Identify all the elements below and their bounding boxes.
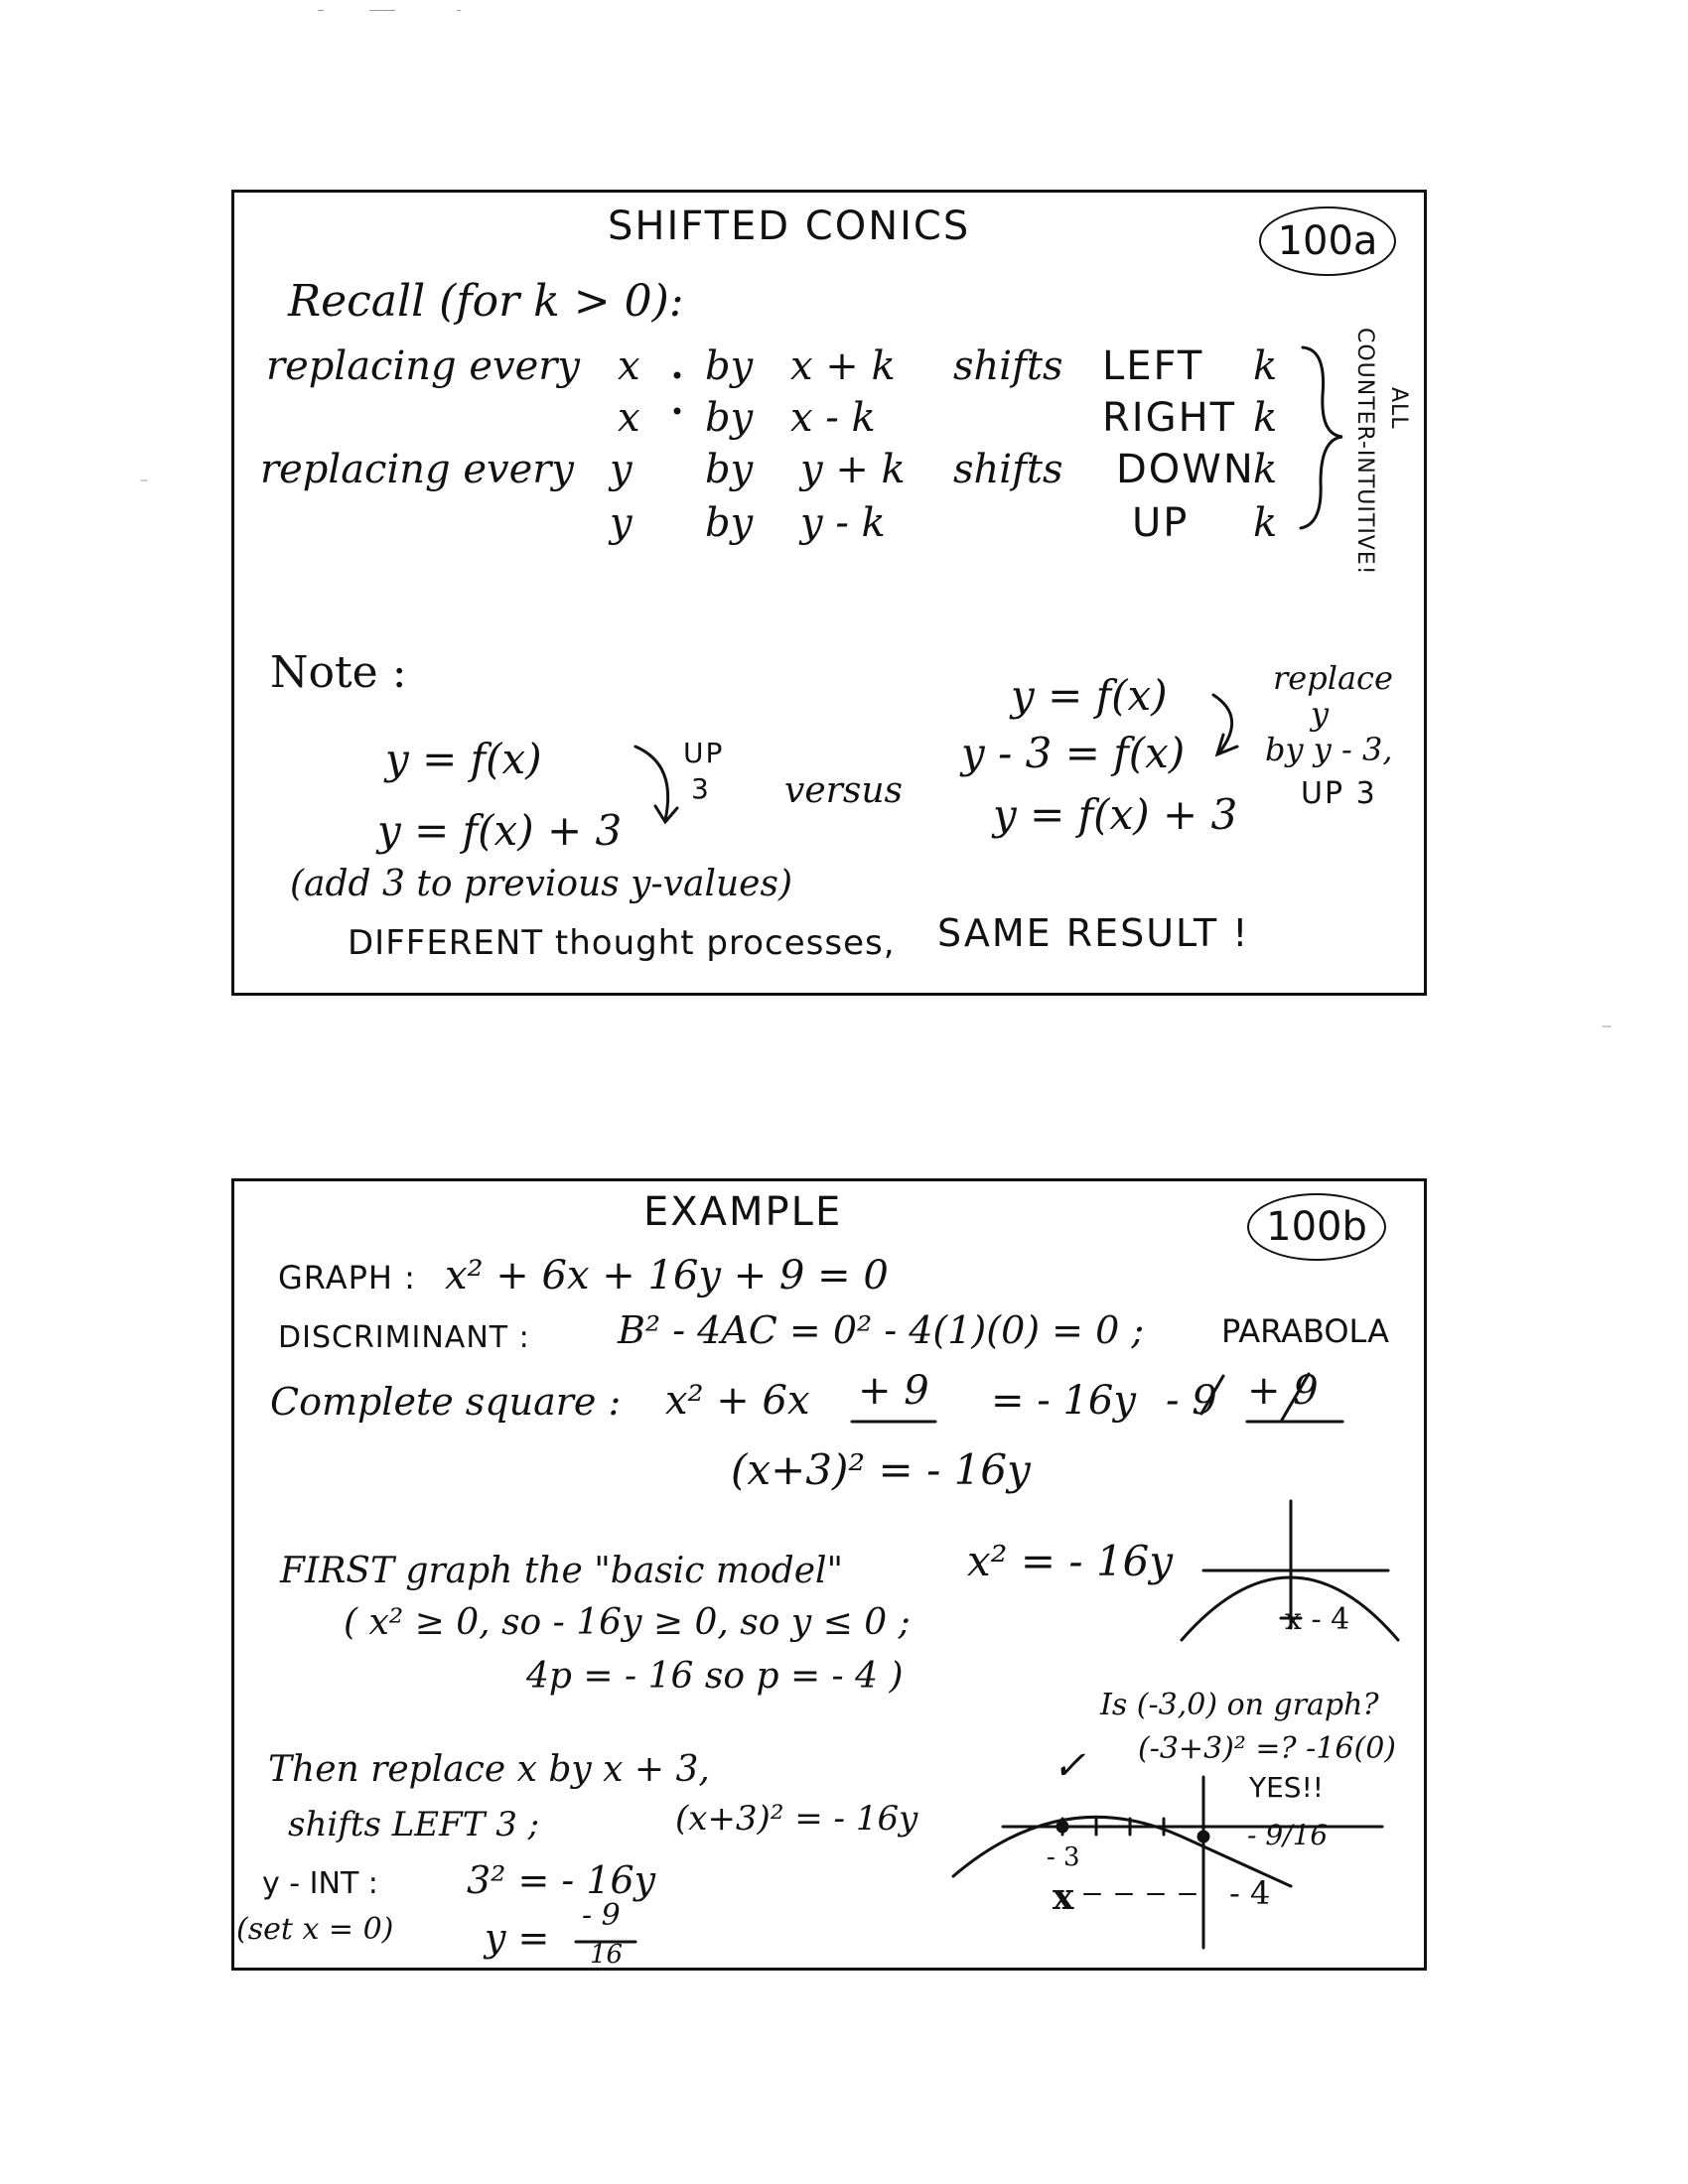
add-note: (add 3 to previous y-values) xyxy=(290,864,792,904)
sketch2-yint-label: - 9/16 xyxy=(1247,1819,1329,1851)
dot-mark xyxy=(675,373,679,377)
condition-line-1: ( x² ≥ 0, so - 16y ≥ 0, so y ≤ 0 ; xyxy=(344,1602,911,1643)
dot-mark xyxy=(675,409,679,413)
card-b-badge: 100b xyxy=(1247,1193,1386,1261)
y-int-label: y - INT : xyxy=(262,1866,378,1901)
then-line-1: Then replace x by x + 3, xyxy=(268,1749,710,1790)
recall-line: Recall (for k > 0): xyxy=(288,276,684,327)
sketch1-focus-label: x - 4 xyxy=(1285,1602,1350,1637)
left-eq-1: y = f(x) xyxy=(385,735,542,783)
discriminant-equation: B² - 4AC = 0² - 4(1)(0) = 0 ; xyxy=(618,1308,1145,1352)
discriminant-label: DISCRIMINANT : xyxy=(278,1320,530,1355)
rule-row-3-repl: y + k xyxy=(800,447,906,492)
rule-row-1-k: k xyxy=(1253,343,1278,389)
note-label: Note : xyxy=(270,647,407,698)
question-line-1: Is (-3,0) on graph? xyxy=(1100,1688,1379,1722)
replace-note-1: replace xyxy=(1273,659,1393,697)
versus-word: versus xyxy=(784,770,903,811)
complete-square-label: Complete square : xyxy=(270,1380,622,1424)
condition-line-2: 4p = - 16 so p = - 4 ) xyxy=(526,1656,904,1697)
curved-arrow-up3 xyxy=(635,747,668,820)
rule-row-4-k: k xyxy=(1253,500,1278,546)
cs-left: x² + 6x xyxy=(665,1378,810,1424)
card-b-title: EXAMPLE xyxy=(643,1189,843,1235)
rule-row-3-var: y xyxy=(610,447,633,492)
question-line-2: (-3+3)² =? -16(0) xyxy=(1138,1731,1396,1766)
rule-row-4-dir: UP xyxy=(1132,500,1190,546)
graph-label: GRAPH : xyxy=(278,1259,416,1297)
right-brace xyxy=(1301,347,1342,528)
rule-row-1-var: x xyxy=(618,343,640,389)
cancel-stroke xyxy=(1281,1374,1309,1422)
rule-row-3-dir: DOWN xyxy=(1116,447,1255,492)
card-a-badge: 100a xyxy=(1259,206,1396,276)
curved-arrow-replace xyxy=(1213,695,1232,752)
side-note-counter-intuitive: COUNTER-INTUITIVE! xyxy=(1352,328,1377,576)
cs-add-left: + 9 xyxy=(858,1368,929,1414)
first-graph-line: FIRST graph the "basic model" xyxy=(280,1551,844,1591)
left-arrow-label-3: 3 xyxy=(691,772,711,805)
cs-cancel: - 9 xyxy=(1166,1378,1217,1424)
graph-equation: x² + 6x + 16y + 9 = 0 xyxy=(445,1253,889,1298)
rule-row-1-by: by xyxy=(705,343,754,389)
right-eq-2: y - 3 = f(x) xyxy=(961,729,1186,777)
conclusion-same-result: SAME RESULT ! xyxy=(937,911,1250,955)
cancel-stroke xyxy=(1201,1376,1223,1414)
rule-row-3-by: by xyxy=(705,447,754,492)
y-int-numerator: - 9 xyxy=(582,1898,621,1933)
sketch2-yint-point xyxy=(1198,1832,1208,1842)
rule-row-4-by: by xyxy=(705,500,754,546)
sketch2-focus-y-label: - 4 xyxy=(1229,1874,1271,1912)
basic-model-equation: x² = - 16y xyxy=(967,1537,1174,1585)
cs-result: (x+3)² = - 16y xyxy=(731,1445,1031,1494)
rule-row-2-k: k xyxy=(1253,395,1278,441)
rule-row-3-lead: replacing every xyxy=(260,447,574,492)
y-int-label-set: (set x = 0) xyxy=(236,1912,394,1947)
y-int-equation: 3² = - 16y xyxy=(467,1858,656,1902)
then-line-2: shifts LEFT 3 ; xyxy=(288,1805,540,1844)
rule-row-1-lead: replacing every xyxy=(266,343,580,389)
side-note-all: ALL xyxy=(1386,387,1411,430)
rule-row-1-dir: LEFT xyxy=(1102,343,1204,389)
rule-row-1-verb: shifts xyxy=(953,343,1063,389)
sketch2-focus-mark: x xyxy=(1053,1876,1074,1918)
card-a-title: SHIFTED CONICS xyxy=(608,204,971,249)
rule-row-4-repl: y - k xyxy=(800,500,886,546)
rule-row-2-repl: x - k xyxy=(790,395,876,441)
sketch2-vertex-label: - 3 xyxy=(1047,1843,1080,1872)
conclusion-different: DIFFERENT thought processes, xyxy=(348,923,896,963)
cs-mid: = - 16y xyxy=(991,1378,1136,1424)
cs-add-right: + 9 xyxy=(1247,1368,1319,1414)
then-equation: (x+3)² = - 16y xyxy=(675,1799,918,1839)
rule-row-1-repl: x + k xyxy=(790,343,896,389)
replace-note-3: by y - 3, xyxy=(1265,731,1393,768)
rule-row-2-var: x xyxy=(618,395,640,441)
right-eq-1: y = f(x) xyxy=(1011,671,1168,720)
rule-row-4-var: y xyxy=(610,500,633,546)
replace-note-2: y xyxy=(1311,695,1330,733)
right-eq-3: y = f(x) + 3 xyxy=(993,790,1238,839)
rule-row-3-k: k xyxy=(1253,447,1278,492)
y-int-denominator: 16 xyxy=(590,1940,624,1970)
left-arrow-label-up: UP xyxy=(683,737,725,769)
sketch2-vertex-point xyxy=(1057,1822,1067,1832)
rule-row-2-dir: RIGHT xyxy=(1102,395,1237,441)
check-mark: ✓ xyxy=(1053,1743,1086,1789)
left-eq-2: y = f(x) + 3 xyxy=(377,806,623,855)
y-int-result-lhs: y = xyxy=(485,1916,550,1960)
question-yes: YES!! xyxy=(1249,1771,1325,1804)
rule-row-3-verb: shifts xyxy=(953,447,1063,492)
discriminant-result: PARABOLA xyxy=(1221,1312,1389,1350)
rule-row-2-by: by xyxy=(705,395,754,441)
replace-note-4: UP 3 xyxy=(1301,776,1377,811)
